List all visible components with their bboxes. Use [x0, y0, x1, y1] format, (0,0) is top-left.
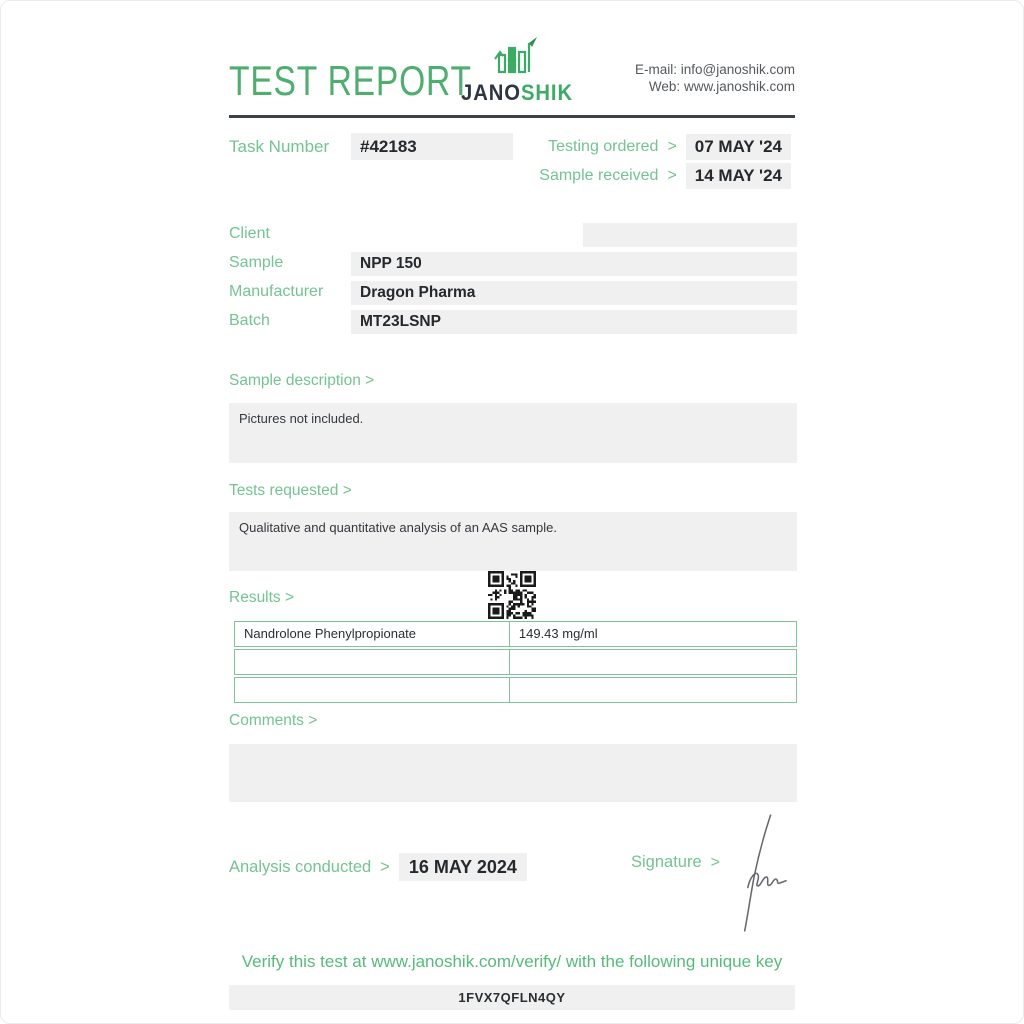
chevron-right-icon: > [667, 167, 677, 184]
task-number-value: #42183 [351, 133, 513, 160]
sample-description-box: Pictures not included. [229, 403, 797, 463]
contact-web: Web: www.janoshik.com [648, 79, 795, 94]
batch-value: MT23LSNP [351, 310, 797, 334]
chevron-right-icon: > [710, 853, 720, 871]
comments-box [229, 744, 797, 802]
sample-value: NPP 150 [351, 252, 797, 276]
result-amount [510, 650, 796, 674]
sample-received-value: 14 MAY '24 [686, 163, 791, 189]
task-number-label: Task Number [229, 137, 330, 156]
results-label: Results > [229, 589, 295, 606]
testing-ordered-value: 07 MAY '24 [686, 134, 791, 160]
manufacturer-label: Manufacturer [229, 283, 324, 300]
client-value-redaction [351, 223, 583, 247]
comments-label: Comments > [229, 712, 318, 729]
signature-label: Signature [631, 853, 702, 871]
janoshik-logo [453, 35, 581, 106]
page-title: TEST REPORT [229, 57, 472, 104]
result-substance [235, 678, 510, 702]
signature-image [710, 811, 793, 935]
analysis-conducted-label: Analysis conducted [229, 857, 372, 876]
result-amount [510, 678, 796, 702]
verify-text: Verify this test at www.janoshik.com/verify/ with the following unique key [241, 952, 783, 971]
header-divider [229, 115, 795, 118]
result-amount: 149.43 mg/ml [518, 626, 598, 641]
chevron-right-icon: > [667, 138, 677, 155]
logo-word-dark: JANO [461, 80, 521, 105]
sample-description-label: Sample description > [229, 372, 375, 389]
signature-row [631, 853, 720, 872]
result-substance [235, 650, 510, 674]
table-row [234, 649, 797, 675]
manufacturer-value: Dragon Pharma [351, 281, 797, 305]
sample-received-label: Sample received [539, 167, 659, 184]
table-row [234, 621, 797, 647]
client-value [351, 223, 797, 247]
batch-label: Batch [229, 312, 270, 329]
analysis-conducted-row [229, 853, 527, 881]
result-substance: Nandrolone Phenylpropionate [235, 622, 510, 646]
contact-block [635, 61, 795, 95]
testing-ordered-row [548, 134, 791, 160]
sample-label: Sample [229, 254, 284, 271]
logo-word-green: SHIK [520, 80, 573, 105]
results-table [234, 621, 797, 705]
bar-chart-arrow-icon [485, 62, 549, 79]
table-row [234, 677, 797, 703]
client-label: Client [229, 225, 270, 242]
chevron-right-icon: > [380, 857, 390, 876]
logo-wordmark [458, 80, 576, 106]
unique-key-value: 1FVX7QFLN4QY [229, 985, 795, 1010]
contact-email: E-mail: info@janoshik.com [634, 62, 795, 77]
tests-requested-label: Tests requested > [229, 482, 352, 499]
testing-ordered-label: Testing ordered [548, 138, 659, 155]
analysis-date-value: 16 MAY 2024 [399, 853, 527, 881]
sample-received-row [539, 163, 791, 189]
qr-code [488, 571, 536, 619]
tests-requested-box: Qualitative and quantitative analysis of an AAS sample. [229, 512, 797, 571]
